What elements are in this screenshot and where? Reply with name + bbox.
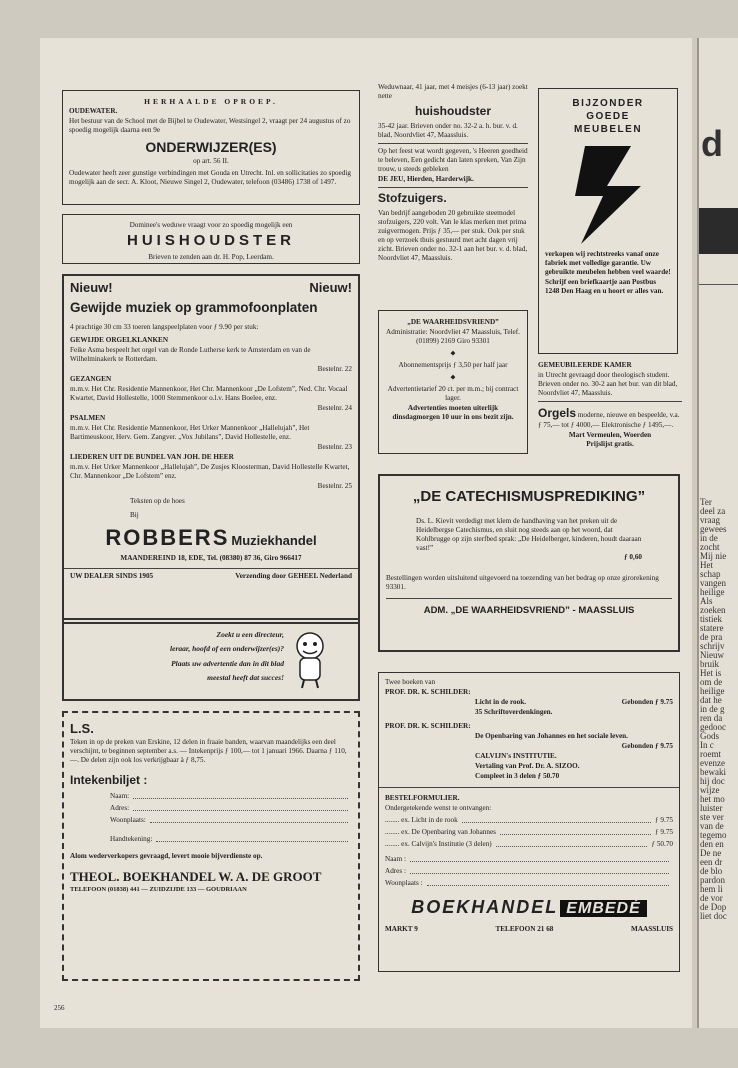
order-item[interactable]: ........ ex. Calvijn's Institutie (3 delen) bbox=[385, 840, 492, 848]
section-title: LIEDEREN UIT DE BUNDEL VAN JOH. DE HEER bbox=[70, 453, 234, 462]
ad-text: Oudewater heeft zeer gunstige verbindingen met Gouda en Utrecht. Inl. en sollicitaties zo spoedig mogelijk aan de secr. A. Kloot, Nieuwe Singel 2, Oudewater, telefoon (03486) 1738 of 1497. bbox=[69, 168, 352, 186]
ad-place: OUDEWATER. bbox=[69, 107, 118, 116]
ad-heading: HUISHOUDSTER bbox=[126, 232, 295, 249]
section-title: GEWIJDE ORGELKLANKEN bbox=[70, 336, 169, 345]
order-price: ƒ 50.70 bbox=[651, 840, 673, 848]
meubelen-ad bbox=[538, 88, 678, 354]
mascot-illustration bbox=[288, 630, 332, 690]
waarheidsvriend-box: „DE WAARHEIDSVRIEND” Administratie: Noordvliet 47 Maassluis, Telef. (01899) 2169 Giro 93301 ⬥ Abonnementsprijs ƒ 3,50 per half jaar ⬥ Advertentietarief 20 ct. per m.m.; bij contract lager. Advertenties moeten uiterlijk dinsdagmorgen 10 uur in ons bezit zijn. bbox=[378, 310, 528, 454]
ad-author: Mart Vermeulen, Woerden bbox=[568, 431, 652, 439]
next-page-line: Als bbox=[700, 596, 713, 606]
book-title: CALVIJN's INSTITUTIE. bbox=[475, 752, 557, 760]
order-item[interactable]: ........ ex. De Openbaring van Johannes bbox=[385, 828, 496, 836]
ad-line: meestal heeft dat succes! bbox=[207, 672, 284, 682]
next-page-line: roemt bbox=[700, 749, 721, 759]
next-page-line: tegemo bbox=[700, 830, 727, 840]
ad-intro: 4 prachtige 30 cm 33 toeren langspeelplaten voor ƒ 9.90 per stuk: bbox=[70, 323, 259, 332]
order-number: Bestelnr. 22 bbox=[317, 365, 352, 374]
next-page-line: het mo bbox=[700, 794, 725, 804]
field-label: Adres : bbox=[385, 867, 406, 875]
ad-sub: op art. 56 II. bbox=[193, 156, 229, 165]
book-sub: Vertaling van Prof. Dr. A. SIZOO. bbox=[475, 762, 580, 770]
order-number: Bestelnr. 25 bbox=[317, 482, 352, 491]
next-page-dark-band bbox=[699, 208, 738, 254]
next-page-line: liet doc bbox=[700, 911, 727, 921]
catechismus-ad bbox=[378, 474, 680, 652]
woonplaats-field[interactable] bbox=[427, 885, 669, 886]
ad-text: Ds. L. Kievit verdedigt met klem de handhaving van het preken uit de Heidelbergse Catechismus, en sluit nog steeds aan op het woord, dat Kohlbrugge op zijn sterfbed sprak: „De Heidelberger, kinderen, houdt daaraan vast!” bbox=[416, 516, 642, 552]
ad-title: HERHAALDE OPROEP. bbox=[144, 97, 278, 106]
form-intro: Ondergetekende wenst te ontvangen: bbox=[385, 804, 492, 812]
ad-line: leraar, hoofd of een onderwijzer(es)? bbox=[170, 644, 284, 654]
ad-text: Het bestuur van de School met de Bijbel te Oudewater, Westsingel 2, vraagt per 24 augustus of zo spoedig mogelijk daarna een 9e bbox=[69, 117, 351, 135]
next-page-line: evenze bbox=[700, 758, 725, 768]
next-page-line: gewees bbox=[700, 524, 727, 534]
brand-name: ROBBERS bbox=[105, 525, 230, 551]
section-text: m.m.v. Het Chr. Residentie Mannenkoor, Het Chr. Mannenkoor „De Lofstem”, Ned. Chr. Vocaal Kwartet, David Hollestelle, 1000 Stemmenkoor o.l.v. Hans Boelee, enz. bbox=[70, 385, 348, 403]
next-page-line: statere bbox=[700, 623, 724, 633]
form-title: Intekenbiljet : bbox=[70, 773, 148, 788]
huishoudster-ad bbox=[62, 214, 360, 264]
field-label: Woonplaats : bbox=[385, 879, 423, 887]
ad-line: Zoekt u een directeur, bbox=[216, 630, 284, 639]
next-page-line: in de bbox=[700, 533, 718, 543]
ad-heading: L.S. bbox=[70, 721, 94, 736]
brand-name: BOEKHANDEL bbox=[411, 897, 559, 917]
naam-field[interactable] bbox=[410, 861, 669, 862]
box-text: Advertenties moeten uiterlijk dinsdagmorgen 10 uur in ons bezit zijn. bbox=[392, 404, 514, 421]
box-text: Advertentietarief 20 ct. per m.m.; bij contract lager. bbox=[387, 385, 519, 402]
next-page-heading: d bbox=[701, 123, 723, 164]
ad-text: Van bedrijf aangeboden 20 gebruikte steemodel stofzuigers, 220 volt. Van le klas merken met prima zuigvermogen. Prijs ƒ 35,— per stuk. Ook per stuk en op verzoek thuis gestuurd met acht dagen vrij zicht. Brieven onder no. 32-1 aan het bur. v. d. blad, Noordvliet 47, Maassluis. bbox=[378, 209, 528, 262]
shop-phone: TELEFOON 21 68 bbox=[495, 925, 554, 933]
next-page-line: den en bbox=[700, 839, 724, 849]
order-item[interactable]: ........ ex. Licht in de rook bbox=[385, 816, 458, 824]
next-page-line: de pra bbox=[700, 632, 723, 642]
ad-text: moderne, nieuwe en bespeelde, v.a. ƒ 75,— tot ƒ 4000,— Elektronische ƒ 1495,—. bbox=[538, 411, 680, 429]
next-page-line: tistiek bbox=[700, 614, 722, 624]
next-page-line: Nieuw bbox=[700, 650, 724, 660]
section-text: m.m.v. Het Urker Mannenkoor „Hallelujah”, De Zusjes Kloosterman, David Hollestelle Kwartet, Chr. Mannenkoor „De Lofstem” enz. bbox=[70, 463, 350, 481]
naam-field[interactable] bbox=[133, 798, 348, 799]
ad-heading: Stofzuigers. bbox=[378, 191, 447, 205]
ad-text: verkopen wij rechtstreeks vanaf onze fabriek met volledige garantie. Uw gebruikte meubelen hebben veel waarde! bbox=[545, 250, 671, 276]
ad-text: Bestellingen worden uitsluitend uitgevoerd na toezending van het bedrag op onze girorekening 93301. bbox=[386, 573, 659, 591]
next-page-line: Ter bbox=[700, 497, 712, 507]
ad-text: in Utrecht gevraagd door theologisch student. Brieven onder no. 30-2 aan het bur. van dit blad, Noordvliet 47, Maassluis. bbox=[538, 371, 678, 397]
robbers-ad bbox=[62, 274, 360, 624]
next-page-line: zoeken bbox=[700, 605, 726, 615]
ad-sub: Brieven te zenden aan dr. H. Pop, Leerdam. bbox=[148, 252, 274, 261]
ad-line: Plaats uw advertentie dan in dit blad bbox=[171, 658, 284, 668]
section-text: m.m.v. Het Chr. Residentie Mannenkoor, Het Urker Mannenkoor „Hallelujah”, Het Bartimeuskoor, Herv. Gem. Zangver. „Vox Jubilans”, David Hollestelle, enz. bbox=[70, 424, 310, 442]
order-price: ƒ 9.75 bbox=[655, 816, 673, 824]
field-label: Adres: bbox=[110, 804, 130, 813]
adres-field[interactable] bbox=[410, 873, 669, 874]
next-page-line: heilige bbox=[700, 686, 725, 696]
next-page-line: een dr bbox=[700, 857, 723, 867]
next-page-lines bbox=[700, 498, 727, 921]
next-page-line: luister bbox=[700, 803, 723, 813]
box-title: „DE WAARHEIDSVRIEND” bbox=[407, 318, 499, 326]
handtekening-field[interactable] bbox=[156, 841, 348, 842]
shop-address: TELEFOON (01838) 441 — ZUIDZIJDE 133 — GOUDRIAAN bbox=[70, 885, 247, 893]
next-page-line: vangen bbox=[700, 578, 726, 588]
book-sub: 35 Schriftoverdenkingen. bbox=[475, 708, 553, 716]
book-title: Licht in de rook. bbox=[475, 698, 526, 706]
next-page-line: schrijv bbox=[700, 641, 725, 651]
ad-price: ƒ 0,60 bbox=[624, 552, 642, 561]
next-page-line: pardon bbox=[700, 875, 725, 885]
ad-text: Weduwnaar, 41 jaar, met 4 meisjes (6-13 jaar) zoekt nette bbox=[378, 83, 528, 100]
order-number: Bestelnr. 23 bbox=[317, 443, 352, 452]
ad-text: 35-42 jaar. Brieven onder no. 32-2 a. h. bur. v. d. blad, Noordvliet 47, Maassluis. bbox=[378, 122, 518, 139]
nieuw-label: Nieuw! bbox=[70, 280, 113, 295]
next-page-line: De ne bbox=[700, 848, 722, 858]
adres-field[interactable] bbox=[133, 810, 348, 811]
box-text: Abonnementsprijs ƒ 3,50 per half jaar bbox=[398, 361, 508, 369]
shop-city: MAASSLUIS bbox=[631, 925, 673, 933]
page-number: 256 bbox=[54, 1004, 65, 1012]
next-page-line: deel za bbox=[700, 506, 726, 516]
ad-author: DE JEU, Hierden, Harderwijk. bbox=[378, 175, 474, 183]
ad-cta: Schrijf een briefkaartje aan Postbus 1248 Den Haag en u hoort er alles van. bbox=[545, 278, 664, 295]
next-page-rule bbox=[699, 284, 738, 285]
newspaper-page bbox=[40, 38, 692, 1028]
next-page-line: schap bbox=[700, 569, 721, 579]
section-text: Feike Asma bespeelt het orgel van de Ronde Lutherse kerk te Amsterdam en van de Wilhelminakerk te Rotterdam. bbox=[70, 346, 311, 364]
ad-heading: „DE CATECHISMUSPREDIKING” bbox=[412, 488, 646, 505]
next-page-line: Het is bbox=[700, 668, 722, 678]
author: PROF. DR. K. SCHILDER: bbox=[385, 688, 471, 696]
ad-heading: Orgels bbox=[538, 406, 577, 420]
shipping-text: Verzending door GEHEEL Nederland bbox=[235, 571, 352, 580]
box-text: Administratie: Noordvliet 47 Maassluis, Telef. (01899) 2169 Giro 93301 bbox=[386, 328, 520, 345]
ad-heading-line: GOEDE bbox=[586, 111, 630, 122]
form-title: BESTELFORMULIER. bbox=[385, 794, 460, 802]
kamer-ad bbox=[538, 360, 682, 449]
directeur-ad bbox=[62, 618, 360, 701]
next-page-line: in de g bbox=[700, 704, 725, 714]
next-page-line: Gods bbox=[700, 731, 720, 741]
next-page-line: gedooc bbox=[700, 722, 726, 732]
next-page-line: In c bbox=[700, 740, 714, 750]
brand-logo: EMBEDÉ bbox=[560, 900, 646, 917]
weduwnaar-ad bbox=[378, 82, 528, 264]
ad-text: Teken in op de preken van Erskine, 12 delen in fraaie banden, waarvan maandelijks een deel verschijnt, te beginnen september a.s. — Intekenprijs ƒ 100,— tot 1 januari 1966. Daarna ƒ 110,—. De delen zijn ook los verkrijgbaar à ƒ 8,75. bbox=[70, 738, 347, 765]
order-price: ƒ 9.75 bbox=[655, 828, 673, 836]
nieuw-label: Nieuw! bbox=[309, 280, 352, 295]
next-page-line: hij doc bbox=[700, 776, 725, 786]
book-title: De Openbaring van Johannes en het sociale leven. bbox=[475, 732, 628, 740]
next-page-line: wijze bbox=[700, 785, 720, 795]
field-label: Handtekening: bbox=[110, 835, 153, 844]
lightning-icon bbox=[545, 140, 673, 248]
field-label: Naam : bbox=[385, 855, 406, 863]
book-price: Gebonden ƒ 9.75 bbox=[621, 698, 673, 706]
book-sub: Compleet in 3 delen ƒ 50.70 bbox=[475, 772, 560, 780]
ad-text: Op het feest wat wordt gegeven, 's Heeren goedheid te beleven, Een gedicht dan laten spreken, Van Zijn trouw, u steeds gebleken bbox=[378, 147, 528, 173]
next-page-line: de vor bbox=[700, 893, 723, 903]
ad-text: Bij bbox=[130, 511, 139, 520]
next-page-line: bruik bbox=[700, 659, 719, 669]
next-page-line: de Dop bbox=[700, 902, 727, 912]
author: PROF. DR. K. SCHILDER: bbox=[385, 722, 471, 730]
dealer-text: UW DEALER SINDS 1905 bbox=[70, 571, 154, 580]
next-page-line: ste ver bbox=[700, 812, 724, 822]
brand-address: MAANDEREIND 18, EDE, Tel. (08380) 87 36, Giro 966417 bbox=[120, 553, 302, 562]
shop-address: MARKT 9 bbox=[385, 925, 418, 933]
ad-footer: ADM. „DE WAARHEIDSVRIEND” - MAASSLUIS bbox=[423, 604, 635, 616]
ad-text: Alom wederverkopers gevraagd, levert mooie bijverdienste op. bbox=[70, 852, 263, 861]
next-page-line: bewaki bbox=[700, 767, 726, 777]
ad-heading-line: BIJZONDER bbox=[572, 98, 644, 109]
next-page-line: heilige bbox=[700, 587, 725, 597]
book-price: Gebonden ƒ 9.75 bbox=[621, 742, 673, 750]
brand-sub: Muziekhandel bbox=[231, 533, 317, 549]
order-number: Bestelnr. 24 bbox=[317, 404, 352, 413]
ls-ad bbox=[62, 711, 360, 981]
next-page-line: dat he bbox=[700, 695, 722, 705]
next-page-line: ren da bbox=[700, 713, 723, 723]
next-page-line: zocht bbox=[700, 542, 720, 552]
ad-heading-line: MEUBELEN bbox=[573, 124, 643, 135]
shop-name: THEOL. BOEKHANDEL W. A. DE GROOT bbox=[70, 869, 322, 885]
field-label: Woonplaats: bbox=[110, 816, 146, 825]
embede-ad bbox=[378, 672, 680, 972]
ad-heading: huishoudster bbox=[414, 104, 491, 118]
next-page-line: Het bbox=[700, 560, 713, 570]
ad-text: Teksten op de hoes bbox=[130, 497, 185, 506]
ad-text: Twee boeken van bbox=[385, 678, 436, 686]
next-page-line: om de bbox=[700, 677, 723, 687]
next-page-line: hem li bbox=[700, 884, 723, 894]
woonplaats-field[interactable] bbox=[150, 822, 348, 823]
ad-heading: GEMEUBILEERDE KAMER bbox=[538, 361, 632, 369]
field-label: Naam: bbox=[110, 792, 130, 801]
ad-text: Dominee's weduwe vraagt voor zo spoedig mogelijk een bbox=[129, 221, 293, 229]
ad-text: Prijslijst gratis. bbox=[586, 440, 634, 448]
herhaalde-oproep-ad bbox=[62, 90, 360, 205]
ad-heading: ONDERWIJZER(ES) bbox=[145, 139, 277, 156]
section-title: GEZANGEN bbox=[70, 375, 112, 384]
section-title: PSALMEN bbox=[70, 414, 106, 423]
ad-heading: Gewijde muziek op grammofoonplaten bbox=[70, 300, 318, 316]
next-page-line: Mij nie bbox=[700, 551, 727, 561]
next-page-line: vraag bbox=[700, 515, 720, 525]
next-page-line: de blo bbox=[700, 866, 723, 876]
next-page-line: van de bbox=[700, 821, 724, 831]
next-page-edge bbox=[697, 38, 738, 1028]
